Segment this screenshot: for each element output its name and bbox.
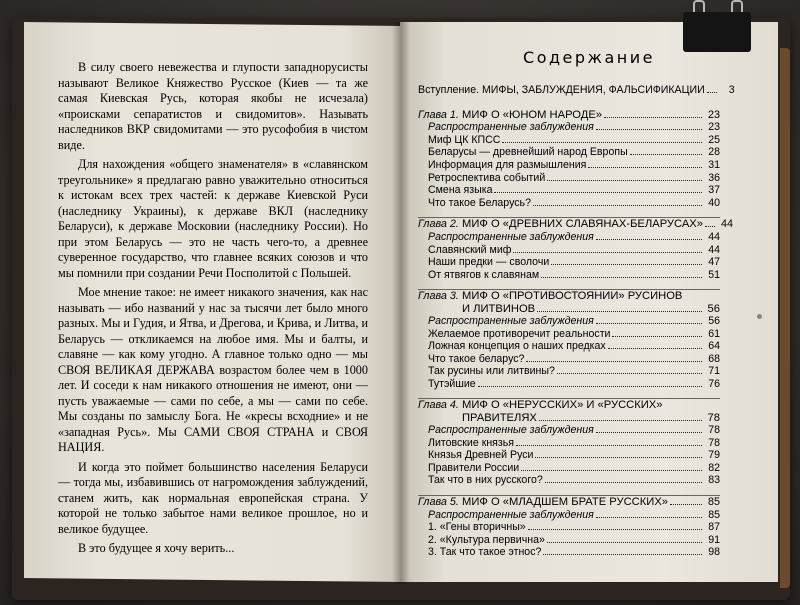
toc-entry[interactable]: [418, 172, 720, 185]
toc-entry[interactable]: [418, 159, 720, 172]
paragraph: Мое мнение такое: не имеет никакого значения, как нас называть — ибо названий у нас за тысячи лет было много разных. Мы и Гудия, и Ятва, и Дреговa, и Крива, и Литва, и Беларусь — откликаемся на любое имя. Мы и балты, и славяне — как кому угодно. А главное только одно — мы СВОЯ ВЕЛИКАЯ ДЕРЖАВА возрастом более чем в 1000 лет. И соседи к нам никакого отношения не имеют, они — пусть уважаемые — сами по себе, а мы — сами по себе. Мы созданы по замыслу Бога. Не «кресы всходние» и не «западная Русь». Мы САМИ СВОЯ СТРАНА и СВОЯ НАЦИЯ.: [58, 285, 368, 454]
toc-intro[interactable]: [418, 84, 735, 97]
toc-entry-label: Правители России: [428, 461, 520, 474]
leader-dots: [705, 226, 715, 227]
paragraph: И когда это поймет большинство населения Беларуси — тогда мы, избавившись от нагромождения заблуждений, станем жить, как нормальная европейская страна. У которой не только забытое нами великое прошлое, но и великое будущее.: [58, 459, 368, 536]
toc-entry[interactable]: [418, 184, 720, 197]
toc-chapter-heading[interactable]: [418, 290, 720, 303]
toc-entry-label: Что такое Беларусь?: [428, 196, 531, 209]
leader-dots: [535, 457, 702, 458]
leader-dots: [541, 277, 702, 278]
leader-dots: [630, 154, 702, 155]
toc-entry[interactable]: [418, 474, 720, 487]
toc-page-number: 25: [708, 133, 720, 146]
toc-entry-label: Распространенные заблуждения: [428, 121, 594, 134]
toc-entry[interactable]: [418, 546, 720, 559]
leader-dots: [502, 142, 702, 143]
toc-entry-label: Ретроспектива событий: [428, 171, 546, 184]
toc-entry[interactable]: [418, 231, 720, 244]
leader-dots: [545, 482, 702, 483]
leader-dots: [596, 517, 702, 518]
toc-entry-label: Распространенные заблуждения: [428, 314, 594, 327]
toc-page-number: 44: [708, 230, 720, 243]
toc-entry-label: Князья Древней Руси: [428, 449, 534, 462]
toc-entry[interactable]: [418, 340, 720, 353]
leader-dots: [537, 311, 702, 312]
leader-dots: [547, 180, 702, 181]
toc-page-number: 78: [708, 436, 720, 449]
table-of-contents: [418, 84, 735, 559]
toc-intro-label: Вступление. МИФЫ, ЗАБЛУЖДЕНИЯ, ФАЛЬСИФИКАЦИИ: [418, 84, 705, 96]
toc-entry-label: Так что в них русского?: [428, 474, 543, 487]
toc-entry-label: От ятвягов к славянам: [428, 268, 540, 281]
leader-dots: [543, 554, 702, 555]
leader-dots: [551, 264, 702, 265]
leader-dots: [596, 129, 702, 130]
binder-clip-icon: [683, 0, 751, 52]
toc-entry[interactable]: [418, 134, 720, 147]
toc-entry[interactable]: [418, 449, 720, 462]
leader-dots: [596, 239, 702, 240]
toc-page-number: 79: [708, 449, 720, 462]
toc-page-number: 23: [707, 108, 720, 121]
leader-dots: [494, 192, 702, 193]
toc-entry[interactable]: [418, 365, 720, 378]
leader-dots: [533, 205, 702, 206]
toc-entry-label: Миф ЦК КПСС: [428, 133, 501, 146]
toc-page-number: 64: [708, 340, 720, 353]
toc-entry[interactable]: [418, 197, 720, 210]
toc-page-number: 71: [708, 365, 720, 378]
toc-chapter-title: [418, 109, 602, 122]
toc-page-number: 78: [708, 424, 720, 437]
toc-chapter: [418, 109, 720, 210]
toc-page-number: 40: [708, 196, 720, 209]
toc-entry[interactable]: [418, 509, 720, 522]
toc-chapter-name-cont: И ЛИТВИНОВ: [462, 302, 536, 315]
toc-chapter-title: [418, 496, 668, 509]
leader-dots: [478, 386, 702, 387]
toc-page-number: 61: [708, 327, 720, 340]
toc-page-number: 31: [708, 158, 720, 171]
toc-page-number: 78: [707, 412, 720, 425]
toc-entry-label: Наши предки — сволочи: [428, 256, 550, 269]
toc-page-number: 3: [728, 84, 735, 96]
leader-dots: [516, 445, 702, 446]
toc-chapter-label: Глава 5.: [418, 496, 459, 509]
toc-entry-label: 1. «Гены вторичны»: [428, 521, 526, 534]
toc-chapter: [418, 398, 720, 487]
toc-chapter-heading[interactable]: [418, 218, 733, 231]
toc-entry-label: Тутэйшие: [428, 377, 476, 390]
leader-dots: [547, 542, 702, 543]
leader-dots: [513, 252, 702, 253]
leader-dots: [612, 336, 702, 337]
toc-page-number: 83: [708, 474, 720, 487]
toc-page-number: 36: [708, 171, 720, 184]
toc-entry[interactable]: [418, 353, 720, 366]
toc-chapter-label: Глава 2.: [418, 218, 459, 231]
leader-dots: [608, 348, 702, 349]
toc-title: Содержание: [523, 48, 655, 67]
toc-page-number: 98: [708, 546, 720, 559]
left-page-text: [58, 60, 368, 557]
toc-chapter-name-cont: ПРАВИТЕЛЯХ: [462, 412, 537, 425]
book-spine: [392, 22, 410, 584]
toc-entry-label: Беларусы — древнейший народ Европы: [428, 146, 628, 159]
toc-chapter: [418, 217, 733, 281]
toc-chapter-heading-cont[interactable]: [418, 412, 720, 424]
toc-entry[interactable]: [418, 424, 720, 437]
toc-entry[interactable]: [418, 437, 720, 450]
toc-chapter-name: МИФ О «ЮНОМ НАРОДЕ»: [458, 108, 603, 121]
toc-entry[interactable]: [418, 146, 720, 159]
toc-page-number: 91: [708, 533, 720, 546]
toc-chapter-label: Глава 4.: [418, 399, 459, 412]
toc-entry-label: Желаемое противоречит реальности: [428, 327, 611, 340]
toc-chapter-label: Глава 1.: [418, 108, 459, 121]
paragraph: В это будущее я хочу верить...: [78, 541, 235, 555]
toc-chapter: [418, 495, 720, 559]
leader-dots: [528, 529, 702, 530]
toc-entry[interactable]: [418, 378, 720, 391]
toc-page-number: 56: [707, 302, 720, 315]
toc-page-number: 82: [708, 461, 720, 474]
toc-page-number: 44: [708, 243, 720, 256]
leader-dots: [670, 504, 702, 505]
toc-page-number: 85: [707, 496, 720, 509]
toc-page-number: 76: [708, 377, 720, 390]
toc-entry[interactable]: [418, 315, 720, 328]
pin-hole: [757, 314, 762, 319]
paragraph: В силу своего невежества и глупости западнорусисты называют Великое Княжество Русское (Киев — та же самая Киевская Русь, которая якобы не исчезала) «происками сепаратистов и свидомитов». Называть наследников ВКР свидомитами — это русофобия в чистом виде.: [58, 60, 368, 152]
toc-page-number: 37: [708, 184, 720, 197]
leader-dots: [588, 167, 702, 168]
toc-entry-label: Распространенные заблуждения: [428, 508, 594, 521]
leader-dots: [596, 323, 702, 324]
toc-entry[interactable]: [418, 328, 720, 341]
toc-page-number: 44: [720, 218, 733, 231]
leader-dots: [526, 361, 702, 362]
leader-dots: [604, 117, 702, 118]
toc-entry[interactable]: [418, 256, 720, 269]
toc-chapter-title: [418, 399, 663, 411]
toc-entry[interactable]: [418, 462, 720, 475]
toc-entry[interactable]: [418, 521, 720, 534]
toc-entry[interactable]: [418, 534, 720, 547]
toc-chapter-heading[interactable]: [418, 109, 720, 122]
toc-chapter-heading[interactable]: [418, 496, 720, 509]
toc-entry[interactable]: [418, 244, 720, 257]
toc-entry-label: 3. Так что такое этнос?: [428, 546, 542, 559]
paragraph: Для нахождения «общего знаменателя» в «славянском треугольнике» я предлагаю равно уважительно относиться к истокам всех трех частей: к державе Киевской Руси (наследнику Украины), к державе ВКЛ (наследнику Беларуси), к державе Московии (наследнику России). Но при этом Беларусь — это не часть чего-то, а древнее суверенное государство, что главнее всяких союзов и что мы помнили при создании Речи Посполитой с Польшей.: [58, 157, 368, 280]
toc-entry-label: Смена языка: [428, 184, 493, 197]
toc-entry-label: Литовские князья: [428, 436, 515, 449]
toc-entry-label: Распространенные заблуждения: [428, 230, 594, 243]
toc-entry-label: Ложная концепция о наших предках: [428, 340, 606, 353]
toc-page-number: 51: [708, 268, 720, 281]
leader-dots: [521, 470, 702, 471]
toc-chapter-name: МИФ О «ДРЕВНИХ СЛАВЯНАХ-БЕЛАРУСАХ»: [458, 218, 703, 231]
toc-chapter: [418, 289, 720, 390]
toc-entry-label: Информация для размышления: [428, 158, 587, 171]
toc-chapters: [418, 108, 733, 559]
toc-entry-label: Распространенные заблуждения: [428, 424, 594, 437]
toc-chapter-name: МИФ О «ПРОТИВОСТОЯНИИ» РУСИНОВ: [458, 290, 683, 303]
toc-entry[interactable]: [418, 269, 720, 282]
toc-entry-label: Так русины или литвины?: [428, 365, 555, 378]
toc-chapter-title: [418, 290, 682, 302]
toc-page-number: 47: [708, 256, 720, 269]
toc-page-number: 56: [708, 314, 720, 327]
toc-chapter-label: Глава 3.: [418, 290, 459, 303]
toc-entry-label: 2. «Культура первична»: [428, 533, 545, 546]
toc-chapter-title: [418, 218, 703, 231]
toc-page-number: 28: [708, 146, 720, 159]
toc-entry-label: Что такое беларус?: [428, 352, 525, 365]
leader-dots: [596, 432, 702, 433]
toc-chapter-name: МИФ О «МЛАДШЕМ БРАТЕ РУССКИХ»: [458, 496, 669, 509]
leader-dots: [539, 420, 702, 421]
toc-chapter-heading-cont[interactable]: [418, 303, 720, 315]
toc-chapter-name: МИФ О «НЕРУССКИХ» И «РУССКИХ»: [458, 399, 663, 412]
toc-page-number: 23: [708, 121, 720, 134]
toc-page-number: 87: [708, 521, 720, 534]
toc-chapter-heading[interactable]: [418, 399, 720, 412]
leader-dots: [557, 373, 702, 374]
toc-entry[interactable]: [418, 121, 720, 134]
toc-entry-label: Славянский миф: [428, 243, 512, 256]
toc-page-number: 85: [708, 508, 720, 521]
toc-page-number: 68: [708, 352, 720, 365]
